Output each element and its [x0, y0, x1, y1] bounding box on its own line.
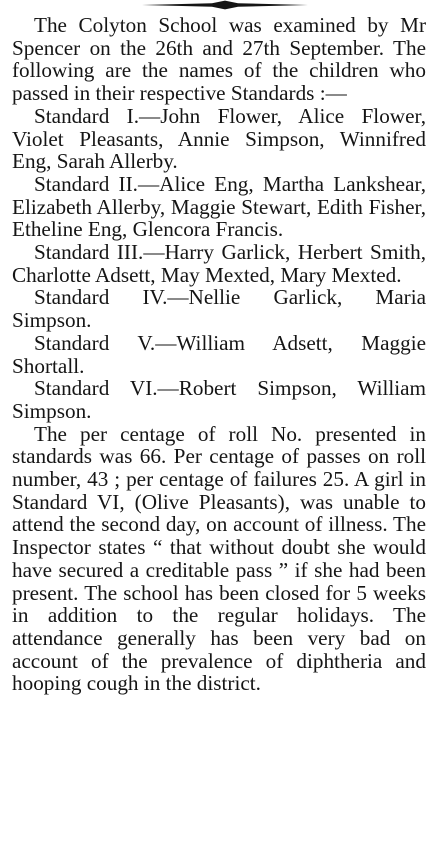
standard-one-paragraph: Standard I.—John Flower, Alice Flower, Violet Pleasants, Annie Simpson, Winnifred Eng, Sarah Allerby. — [12, 103, 426, 174]
summary-paragraph: The per centage of roll No. presented in standards was 66. Per centage of passes on roll number, 43 ; per centage of failures 25. A girl in Standard VI, (Olive Pleasants), was unable to attend the second day, on account of illness. The Inspector states “ that without doubt she would have secured a creditable pass ” if she had been present. The school has been closed for 5 weeks in addition to the regular holidays. The attendance generally has been very bad on account of the prevalence of diphtheria and hooping cough in the district. — [12, 421, 426, 696]
section-divider-rule — [12, 0, 426, 14]
standard-four-paragraph: Standard IV.—Nellie Garlick, Maria Simpson. — [12, 285, 426, 333]
article-intro-paragraph: The Colyton School was examined by Mr Spencer on the 26th and 27th September. The following are the names of the children who passed in their respective Standards :— — [12, 13, 426, 106]
standard-five-paragraph: Standard V.—William Adsett, Maggie Shortall. — [12, 330, 426, 378]
standard-two-paragraph: Standard II.—Alice Eng, Martha Lankshear, Elizabeth Allerby, Maggie Stewart, Edith Fisher, Etheline Eng, Glencora Francis. — [12, 171, 426, 242]
standard-six-paragraph: Standard VI.—Robert Simpson, William Simpson. — [12, 376, 426, 423]
article-column — [12, 0, 426, 853]
standard-three-paragraph: Standard III.—Harry Garlick, Herbert Smith, Charlotte Adsett, May Mexted, Mary Mexted. — [12, 240, 426, 287]
divider-ornament-icon — [12, 0, 426, 14]
